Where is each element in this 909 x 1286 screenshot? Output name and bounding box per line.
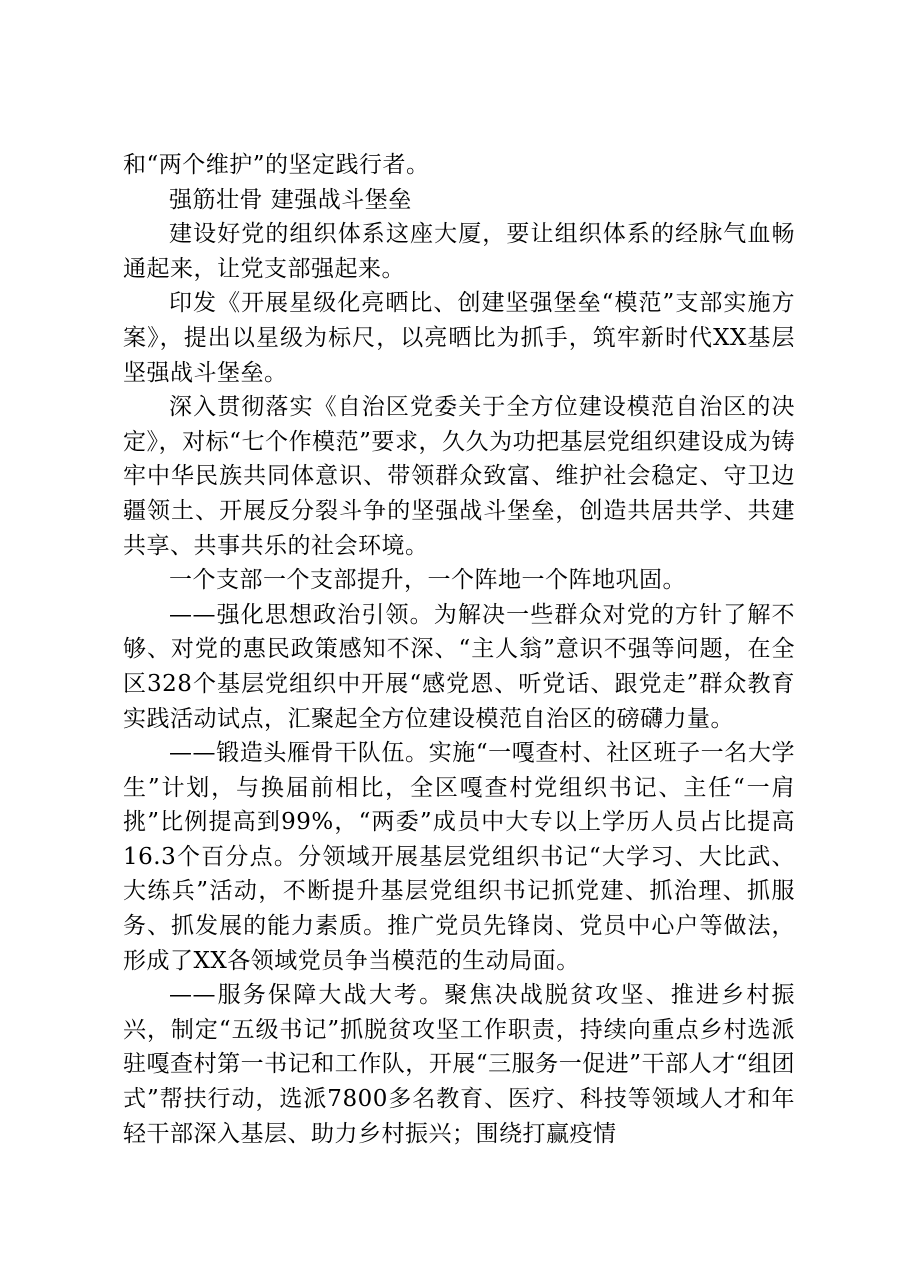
- document-body: [123, 148, 795, 1151]
- paragraph-continuation: 和“两个维护”的坚定践行者。: [123, 152, 430, 178]
- paragraph-item-cadre-team: ——锻造头雁骨干队伍。实施“一嘎查村、社区班子一名大学生”计划，与换届前相比，全区嘎查村党组织书记、主任“一肩挑”比例提高到99%，“两委”成员中大专以上学历人员占比提高16.3个百分点。分领域开展基层党组织书记“大学习、大比武、大练兵”活动，不断提升基层党组织书记抓党建、抓治理、抓服务、抓发展的能力素质。推广党员先锋岗、党员中心户等做法，形成了XX各领域党员争当模范的生动局面。: [123, 740, 795, 974]
- paragraph: 建设好党的组织体系这座大厦，要让组织体系的经脉气血畅通起来，让党支部强起来。: [123, 221, 795, 282]
- section-heading: 强筋壮骨 建强战斗堡垒: [169, 186, 412, 213]
- paragraph: 印发《开展星级化亮晒比、创建坚强堡垒“模范”支部实施方案》，提出以星级为标尺，以亮晒比为抓手，筑牢新时代XX基层坚强战斗堡垒。: [123, 290, 795, 386]
- paragraph: 一个支部一个支部提升，一个阵地一个阵地巩固。: [169, 567, 686, 594]
- paragraph: 深入贯彻落实《自治区党委关于全方位建设模范自治区的决定》，对标“七个作模范”要求，久久为功把基层党组织建设成为铸牢中华民族共同体意识、带领群众致富、维护社会稳定、守卫边疆领土、开展反分裂斗争的坚强战斗堡垒，创造共居共学、共建共享、共事共乐的社会环境。: [123, 394, 795, 559]
- paragraph-item-ideology: ——强化思想政治引领。为解决一些群众对党的方针了解不够、对党的惠民政策感知不深、“主人翁”意识不强等问题，在全区328个基层党组织中开展“感党恩、听党话、跟党走”群众教育实践活动试点，汇聚起全方位建设模范自治区的磅礴力量。: [123, 601, 795, 732]
- paragraph-item-service: ——服务保障大战大考。聚焦决战脱贫攻坚、推进乡村振兴，制定“五级书记”抓脱贫攻坚工作职责，持续向重点乡村选派驻嘎查村第一书记和工作队，开展“三服务一促进”干部人才“组团式”帮扶行动，选派7800多名教育、医疗、科技等领域人才和年轻干部深入基层、助力乡村振兴；围绕打赢疫情: [123, 982, 795, 1147]
